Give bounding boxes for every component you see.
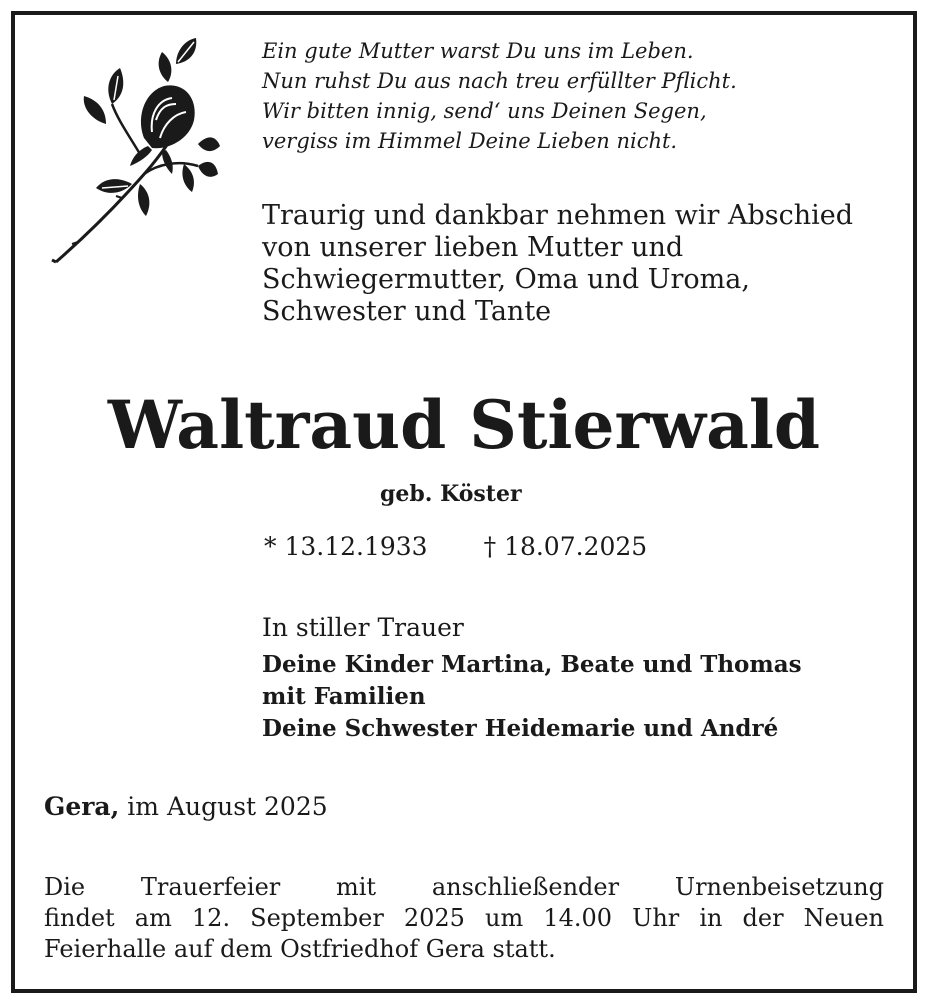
death-date: † 18.07.2025 bbox=[483, 532, 648, 561]
poem-line: vergiss im Himmel Deine Lieben nicht. bbox=[262, 129, 678, 153]
poem-line: Nun ruhst Du aus nach treu erfüllter Pflicht. bbox=[262, 69, 737, 93]
poem-line: Wir bitten innig, send‘ uns Deinen Segen, bbox=[262, 99, 707, 123]
service-line: Die Trauerfeier mit anschließender Urnenbeisetzung bbox=[44, 873, 884, 901]
place-city: Gera, bbox=[44, 792, 120, 821]
mourning-intro: In stiller Trauer bbox=[262, 613, 464, 642]
place-date bbox=[44, 790, 328, 824]
life-dates bbox=[264, 530, 764, 564]
intro-line: Traurig und dankbar nehmen wir Abschied bbox=[262, 200, 854, 231]
mourner-line: Deine Schwester Heidemarie und André bbox=[262, 715, 779, 742]
mourners-list bbox=[262, 649, 902, 745]
place-month: im August 2025 bbox=[119, 792, 328, 821]
service-line: Feierhalle auf dem Ostfriedhof Gera statt. bbox=[44, 935, 556, 963]
farewell-intro bbox=[262, 200, 902, 328]
poem-line: Ein gute Mutter warst Du uns im Leben. bbox=[262, 39, 694, 63]
funeral-service-info bbox=[44, 872, 884, 965]
intro-line: Schwester und Tante bbox=[262, 296, 552, 327]
mourner-line: mit Familien bbox=[262, 683, 426, 710]
mourner-line: Deine Kinder Martina, Beate und Thomas bbox=[262, 651, 802, 678]
deceased-name: Waltraud Stierwald bbox=[107, 386, 821, 464]
intro-line: von unserer lieben Mutter und bbox=[262, 232, 684, 263]
poem bbox=[262, 36, 882, 156]
service-line: findet am 12. September 2025 um 14.00 Uhr in der Neuen bbox=[44, 904, 884, 932]
rose-icon bbox=[48, 34, 220, 266]
maiden-name: geb. Köster bbox=[380, 481, 522, 507]
birth-date: * 13.12.1933 bbox=[264, 532, 428, 561]
intro-line: Schwiegermutter, Oma und Uroma, bbox=[262, 264, 750, 295]
